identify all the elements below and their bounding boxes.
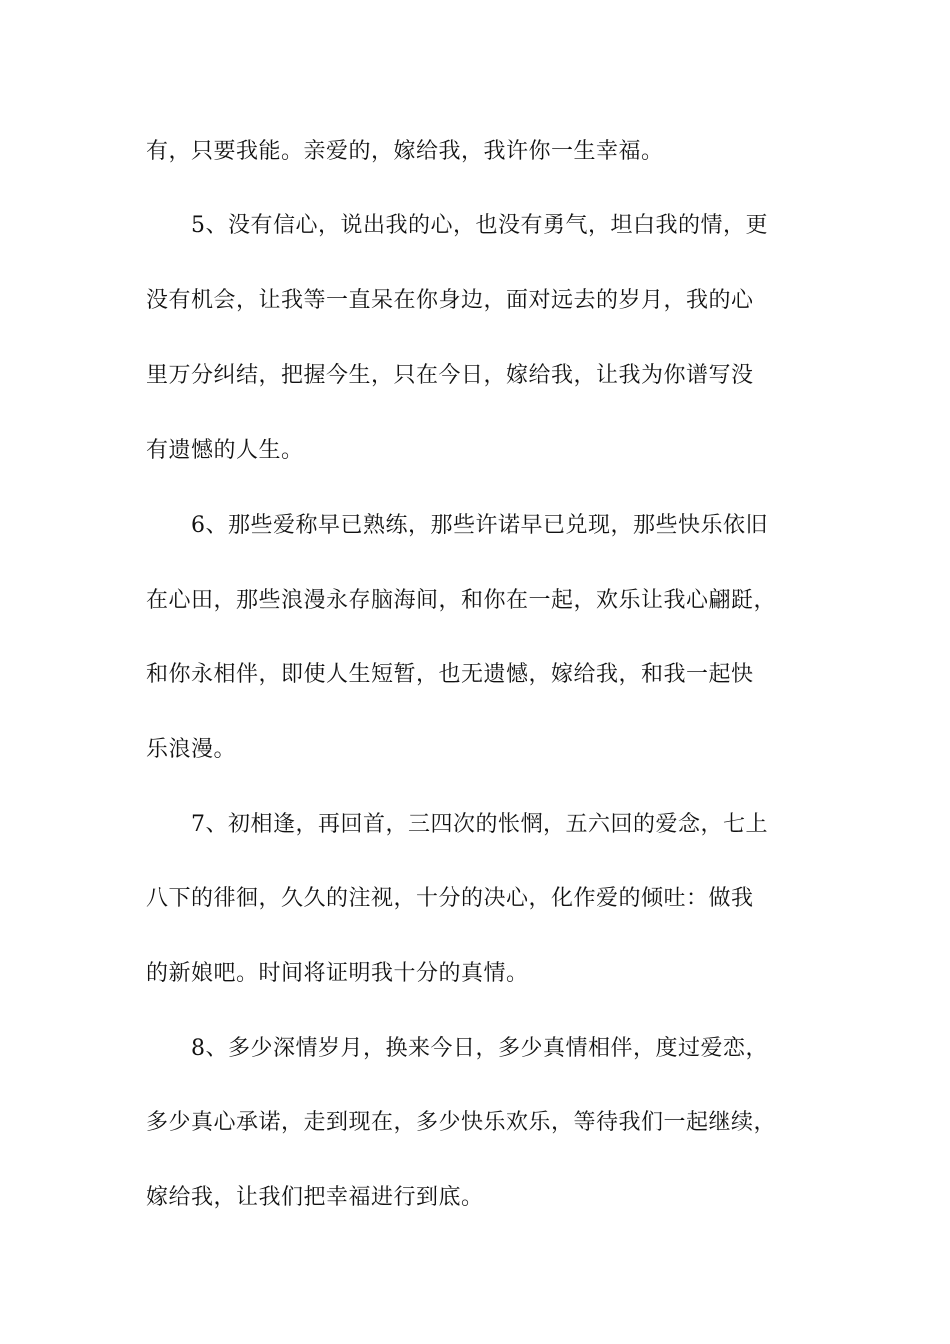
paragraph-7-line: 7、初相逢，再回首，三四次的怅惘，五六回的爱念，七上 [191, 812, 768, 837]
text-line: 有遗憾的人生。 [146, 438, 304, 463]
text-line: 嫁给我，让我们把幸福进行到底。 [146, 1185, 484, 1210]
paragraph-8-line: 8、多少深情岁月，换来今日，多少真情相伴，度过爱恋， [191, 1036, 768, 1061]
text-line: 乐浪漫。 [146, 737, 237, 762]
text-line: 和你永相伴，即使人生短暂，也无遗憾，嫁给我，和我一起快 [146, 662, 754, 687]
text-line: 在心田，那些浪漫永存脑海间，和你在一起，欢乐让我心翩跹， [146, 588, 777, 613]
paragraph-6-line: 6、那些爱称早已熟练，那些许诺早已兑现，那些快乐依旧 [191, 513, 768, 538]
text-line: 里万分纠结，把握今生，只在今日，嫁给我，让我为你谱写没 [146, 363, 754, 388]
text-line: 有，只要我能。亲爱的，嫁给我，我许你一生幸福。 [146, 139, 664, 164]
text-line: 八下的徘徊，久久的注视，十分的决心，化作爱的倾吐：做我 [146, 886, 754, 911]
paragraph-5-line: 5、没有信心，说出我的心，也没有勇气，坦白我的情，更 [191, 213, 768, 238]
text-line: 没有机会，让我等一直呆在你身边，面对远去的岁月，我的心 [146, 288, 754, 313]
text-line: 的新娘吧。时间将证明我十分的真情。 [146, 961, 529, 986]
text-line: 多少真心承诺，走到现在，多少快乐欢乐，等待我们一起继续， [146, 1110, 777, 1135]
